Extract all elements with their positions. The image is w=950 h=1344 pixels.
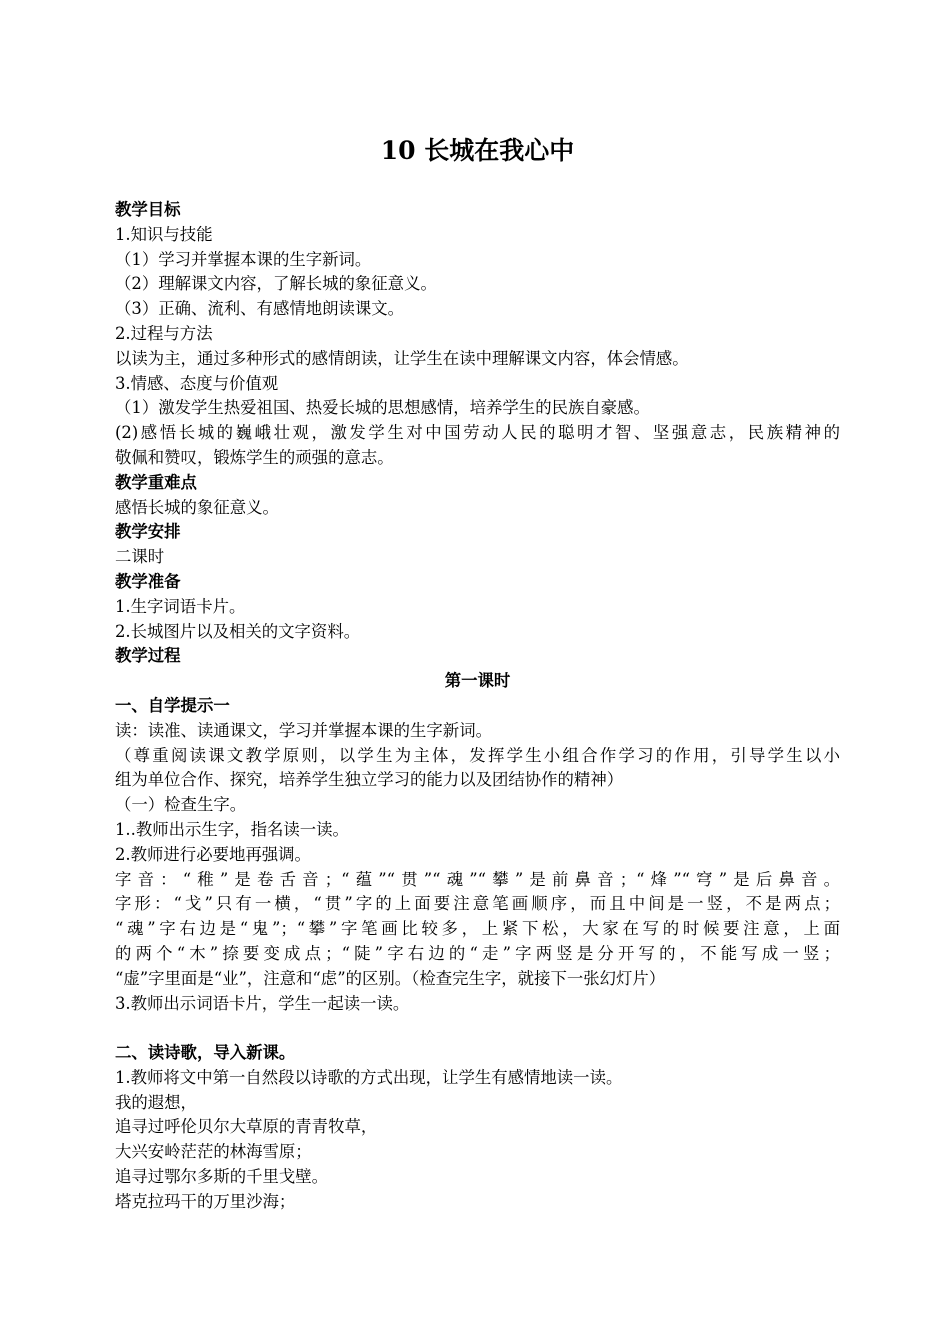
text-line: 3.情感、态度与价值观 bbox=[115, 373, 279, 393]
poem-line: 塔克拉玛干的万里沙海； bbox=[115, 1191, 296, 1211]
text-line: （尊重阅读课文教学原则，以学生为主体，发挥学生小组合作学习的作用，引导学生以小 bbox=[115, 745, 840, 765]
heading-poem-intro: 二、读诗歌，导入新课。 bbox=[115, 1043, 296, 1063]
text-line: （一）检查生字。 bbox=[115, 795, 247, 815]
text-line: 2.长城图片以及相关的文字资料。 bbox=[115, 621, 361, 641]
text-line: 2.过程与方法 bbox=[115, 323, 213, 343]
heading-self-study-1: 一、自学提示一 bbox=[115, 695, 230, 715]
text-line: 2.教师进行必要地再强调。 bbox=[115, 844, 311, 864]
text-line: 3.教师出示词语卡片，学生一起读一读。 bbox=[115, 993, 410, 1013]
heading-teaching-goals: 教学目标 bbox=[115, 200, 181, 219]
blank-line bbox=[115, 1016, 840, 1041]
poem-line: 追寻过呼伦贝尔大草原的青青牧草， bbox=[115, 1117, 378, 1137]
text-line: （1）学习并掌握本课的生字新词。 bbox=[115, 249, 372, 269]
heading-key-difficulties: 教学重难点 bbox=[115, 472, 197, 492]
text-line: 以读为主，通过多种形式的感情朗读，让学生在读中理解课文内容，体会情感。 bbox=[115, 348, 689, 368]
text-line: 敬佩和赞叹，锻炼学生的顽强的意志。 bbox=[115, 447, 394, 467]
heading-teaching-process: 教学过程 bbox=[115, 646, 181, 666]
text-line: “魂”字右边是“鬼”；“攀”字笔画比较多，上紧下松，大家在写的时候要注意，上面 bbox=[115, 919, 840, 939]
text-line: 1.知识与技能 bbox=[115, 224, 213, 244]
text-line: 二课时 bbox=[115, 547, 165, 567]
document-body bbox=[115, 198, 840, 1215]
text-line: 1..教师出示生字，指名读一读。 bbox=[115, 819, 349, 839]
text-line: 组为单位合作、探究，培养学生独立学习的能力以及团结协作的精神） bbox=[115, 770, 624, 790]
poem-line: 大兴安岭茫茫的林海雪原； bbox=[115, 1142, 312, 1162]
text-line: (2)感悟长城的巍峨壮观，激发学生对中国劳动人民的聪明才智、坚强意志，民族精神的 bbox=[115, 423, 840, 443]
text-line: 读：读准、读通课文，学习并掌握本课的生字新词。 bbox=[115, 720, 492, 740]
text-line: （3）正确、流利、有感情地朗读课文。 bbox=[115, 299, 405, 319]
document-title: 10 长城在我心中 bbox=[380, 136, 575, 165]
text-line: 字音：“稚”是卷舌音；“蕴”“贯”“魂”“攀”是前鼻音；“烽”“穹”是后鼻音。 bbox=[115, 869, 840, 889]
heading-schedule: 教学安排 bbox=[115, 522, 181, 542]
heading-preparation: 教学准备 bbox=[115, 571, 181, 591]
text-line: 1.生字词语卡片。 bbox=[115, 596, 246, 616]
text-line: 的两个“木”捺要变成点；“陡”字右边的“走”字两竖是分开写的，不能写成一竖； bbox=[115, 943, 840, 963]
poem-line: 追寻过鄂尔多斯的千里戈壁。 bbox=[115, 1167, 329, 1187]
text-line: 感悟长城的象征意义。 bbox=[115, 497, 279, 517]
poem-line: 我的遐想， bbox=[115, 1092, 197, 1112]
text-line: （1）激发学生热爱祖国、热爱长城的思想感情，培养学生的民族自豪感。 bbox=[115, 398, 650, 418]
heading-first-lesson: 第一课时 bbox=[444, 671, 511, 691]
text-line: 1.教师将文中第一自然段以诗歌的方式出现，让学生有感情地读一读。 bbox=[115, 1067, 623, 1087]
text-line: “虚”字里面是“业”，注意和“虑”的区别。（检查完生字，就接下一张幻灯片） bbox=[115, 968, 666, 988]
text-line: （2）理解课文内容，了解长城的象征意义。 bbox=[115, 274, 437, 294]
text-line: 字形：“戈”只有一横，“贯”字的上面要注意笔画顺序，而且中间是一竖，不是两点； bbox=[115, 894, 840, 914]
